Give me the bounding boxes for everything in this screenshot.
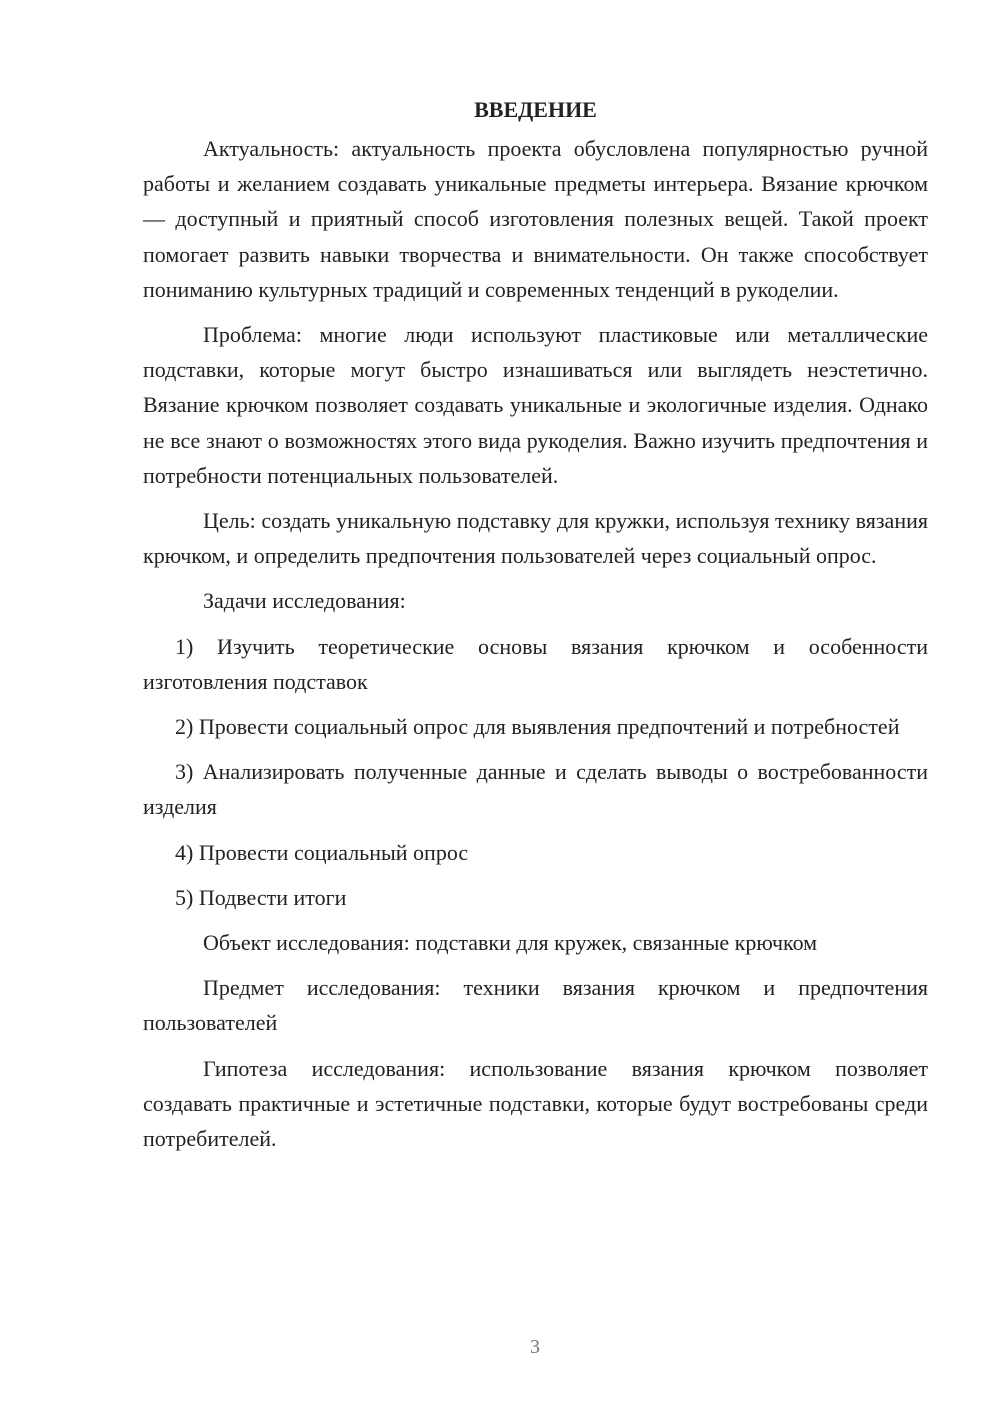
- task-item-4: 4) Провести социальный опрос: [175, 839, 469, 865]
- task-item-1: 1) Изучить теоретические основы вязания крючком и особенности изготовления подставок: [143, 633, 928, 694]
- page-number: 3: [530, 1336, 540, 1358]
- paragraph-tasks-heading: Задачи исследования:: [203, 588, 406, 614]
- task-item-3: 3) Анализировать полученные данные и сделать выводы о востребованности изделия: [143, 759, 928, 820]
- paragraph-problem: Проблема: многие люди используют пластиковые или металлические подставки, которые могут быстро изнашиваться или выглядеть неэстетично. Вязание крючком позволяет создавать уникальные и экологичные изделия. Однако не все знают о возможностях этого вида рукоделия. Важно изучить предпочтения и потребности потенциальных пользователей.: [143, 322, 928, 488]
- paragraph-subject: Предмет исследования: техники вязания крючком и предпочтения пользователей: [143, 975, 928, 1036]
- paragraph-relevance: Актуальность: актуальность проекта обусловлена популярностью ручной работы и желанием создавать уникальные предметы интерьера. Вязание крючком — доступный и приятный способ изготовления полезных вещей. Такой проект помогает развить навыки творчества и внимательности. Он также способствует пониманию культурных традиций и современных тенденций в рукоделии.: [143, 136, 928, 302]
- document-page: [143, 95, 928, 1166]
- page-title: ВВЕДЕНИЕ: [474, 97, 597, 122]
- paragraph-object: Объект исследования: подставки для кружек, связанные крючком: [203, 930, 818, 956]
- paragraph-hypothesis: Гипотеза исследования: использование вязания крючком позволяет создавать практичные и эстетичные подставки, которые будут востребованы среди потребителей.: [143, 1055, 928, 1152]
- task-item-5: 5) Подвести итоги: [175, 884, 347, 910]
- task-item-2: 2) Провести социальный опрос для выявления предпочтений и потребностей: [175, 714, 900, 740]
- paragraph-goal: Цель: создать уникальную подставку для кружки, используя технику вязания крючком, и определить предпочтения пользователей через социальный опрос.: [143, 508, 928, 569]
